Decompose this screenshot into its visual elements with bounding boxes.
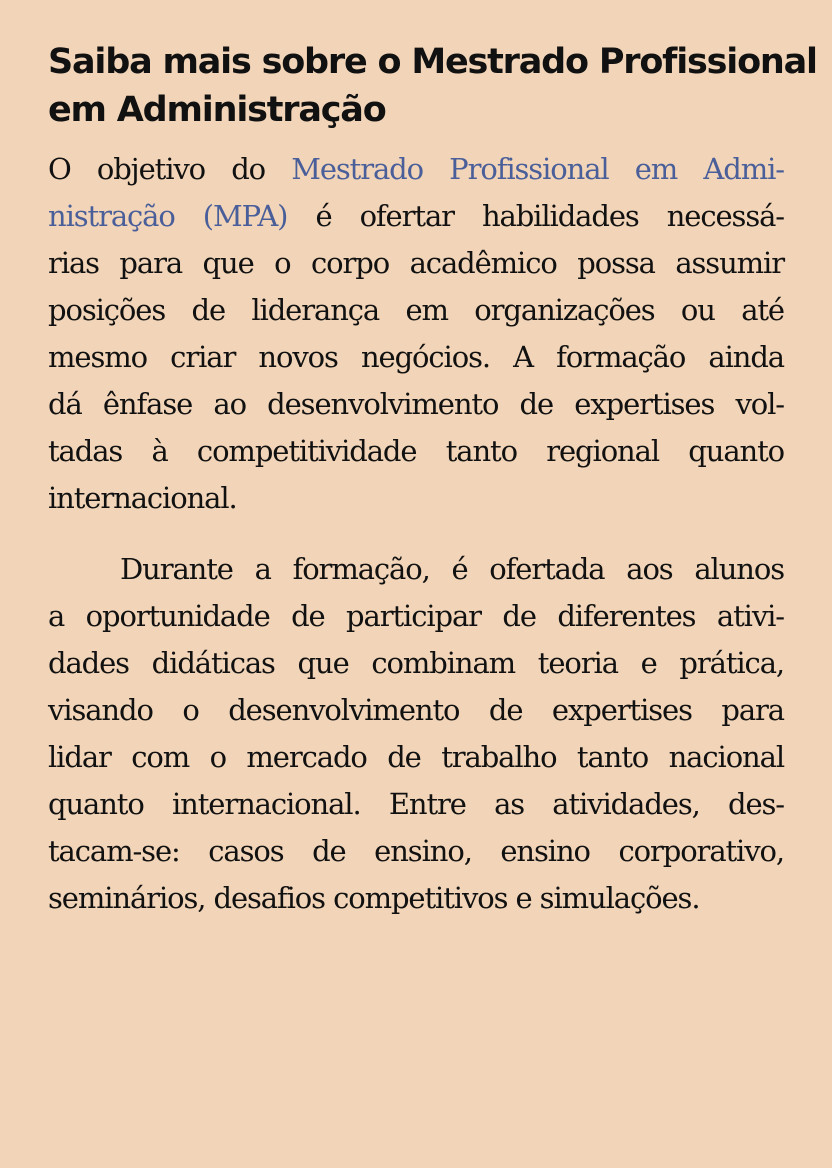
paragraph-line: dá ênfase ao desenvolvimento de expertises vol-: [48, 387, 784, 421]
paragraph-line: mesmo criar novos negócios. A formação ainda: [48, 340, 784, 374]
paragraph-line: rias para que o corpo acadêmico possa assumir: [48, 246, 784, 280]
paragraph-line: quanto internacional. Entre as atividades, des-: [48, 787, 784, 821]
mpa-link-continued[interactable]: nistração (MPA): [48, 199, 288, 233]
mpa-link[interactable]: Mestrado Profissional em Admi-: [291, 152, 784, 186]
title-line-2: em Administração: [48, 90, 386, 130]
activities-paragraph: [48, 546, 784, 922]
paragraph-line: nistração (MPA) é ofertar habilidades necessá-: [48, 199, 785, 233]
paragraph-line: O objetivo do Mestrado Profissional em Admi-: [48, 152, 784, 186]
title-line-1: Saiba mais sobre o Mestrado Profissional: [48, 42, 817, 82]
paragraph-line: dades didáticas que combinam teoria e prática,: [48, 646, 784, 680]
paragraph-line: lidar com o mercado de trabalho tanto nacional: [48, 740, 784, 774]
paragraph-line: posições de liderança em organizações ou até: [48, 293, 784, 327]
paragraph-line: internacional.: [48, 481, 237, 515]
paragraph-line: tadas à competitividade tanto regional quanto: [48, 434, 784, 468]
paragraph-line: visando o desenvolvimento de expertises para: [48, 693, 784, 727]
page-title: [48, 38, 817, 134]
paragraph-line: seminários, desafios competitivos e simulações.: [48, 881, 700, 915]
intro-paragraph: [48, 146, 784, 522]
paragraph-line: Durante a formação, é ofertada aos alunos: [120, 552, 784, 586]
paragraph-line: a oportunidade de participar de diferentes ativi-: [48, 599, 784, 633]
paragraph-line: tacam-se: casos de ensino, ensino corporativo,: [48, 834, 784, 868]
